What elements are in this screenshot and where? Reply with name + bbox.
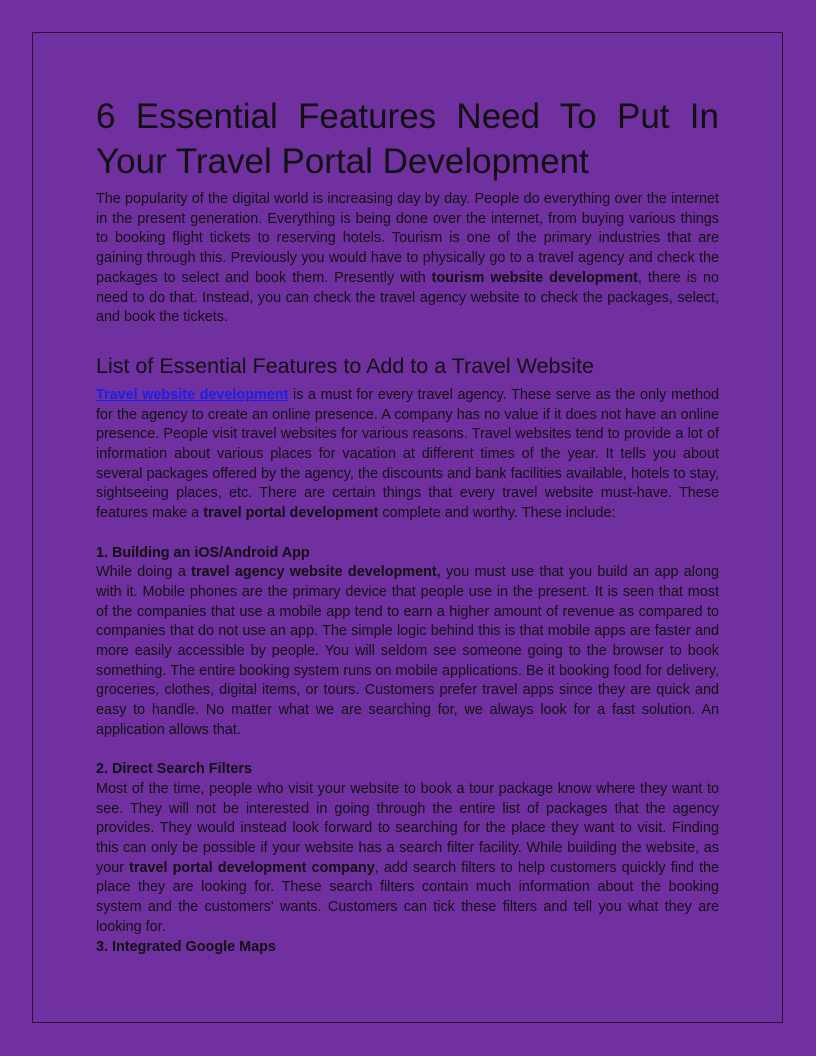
list-heading: List of Essential Features to Add to a Travel Website — [96, 353, 594, 378]
section-1-paragraph — [96, 563, 719, 740]
section-2-paragraph — [96, 780, 719, 938]
section-1-text-2: you must use that you build an app along with it. Mobile phones are the primary device that people use in the present. It is seen that most of the companies that use a mobile app tend to earn a higher amount of revenue as compared to companies that do not use an app. The simple logic behind this is that mobile apps are faster and more easily accessible by people. You will seldom see someone going to the browser to book something. The entire booking system runs on mobile applications. Be it booking food for delivery, groceries, clothes, digital items, or tours. Customers prefer travel apps since they are quick and easy to handle. No matter what we are searching for, we always look for a fast solution. An application allows that. — [96, 564, 719, 738]
section-1-heading: 1. Building an iOS/Android App — [96, 544, 310, 561]
section-3-heading: 3. Integrated Google Maps — [96, 938, 276, 955]
intro-text-1: The popularity of the digital world is increasing day by day. People do everything over the internet in the present generation. Everything is being done over the internet, from buying various things to booking flight tickets to reserving hotels. Tourism is one of the primary industries that are gaining through this. Previously you would have to physically go to a travel agency and check the packages to select and book them. Presently with — [96, 191, 719, 286]
section-2-text-1: Most of the time, people who visit your website to book a tour package know where they want to see. They will not be interested in going through the entire list of packages that the agency provides. They would instead look forward to searching for the place they want to visit. Finding this can only be possible if your website has a search filter facility. While building the website, as your — [96, 780, 719, 876]
list-intro-text-2: complete and worthy. These include: — [378, 505, 616, 522]
document-body — [96, 94, 719, 957]
section-1-text-1: While doing a — [96, 564, 192, 581]
spacer — [96, 524, 719, 544]
intro-paragraph — [96, 190, 719, 328]
list-intro-bold-term: travel portal development — [203, 505, 379, 522]
page-title: 6 Essential Features Need To Put In Your Travel Portal Development — [96, 97, 719, 181]
travel-website-development-link[interactable]: Travel website development — [96, 386, 289, 403]
intro-text-2: , there is no need to do that. Instead, you can check the travel agency website to check the packages, select, and book the tickets. — [96, 269, 720, 326]
list-intro-text-1: is a must for every travel agency. These serve as the only method for the agency to create an online presence. A company has no value if it does not have an online presence. People visit travel websites for various reasons. Travel websites tend to provide a lot of information about various places for vacation at different times of the year. It tells you about several packages offered by the agency, the discounts and bank facilities available, hotels to stay, sightseeing places, etc. There are certain things that every travel website must-have. These features make a — [96, 386, 719, 522]
section-2-text-2: , add search filters to help customers quickly find the place they are looking for. These search filters contain much information about the booking system and the customers' wants. Customers can tick these filters and tell you what they are looking for. — [96, 859, 720, 935]
section-2-bold-term: travel portal development company — [129, 859, 375, 876]
spacer — [96, 741, 719, 761]
intro-bold-term: tourism website development — [431, 269, 638, 286]
section-1-bold-term: travel agency website development, — [191, 564, 441, 581]
list-intro-paragraph — [96, 386, 719, 524]
section-2-heading: 2. Direct Search Filters — [96, 761, 252, 778]
